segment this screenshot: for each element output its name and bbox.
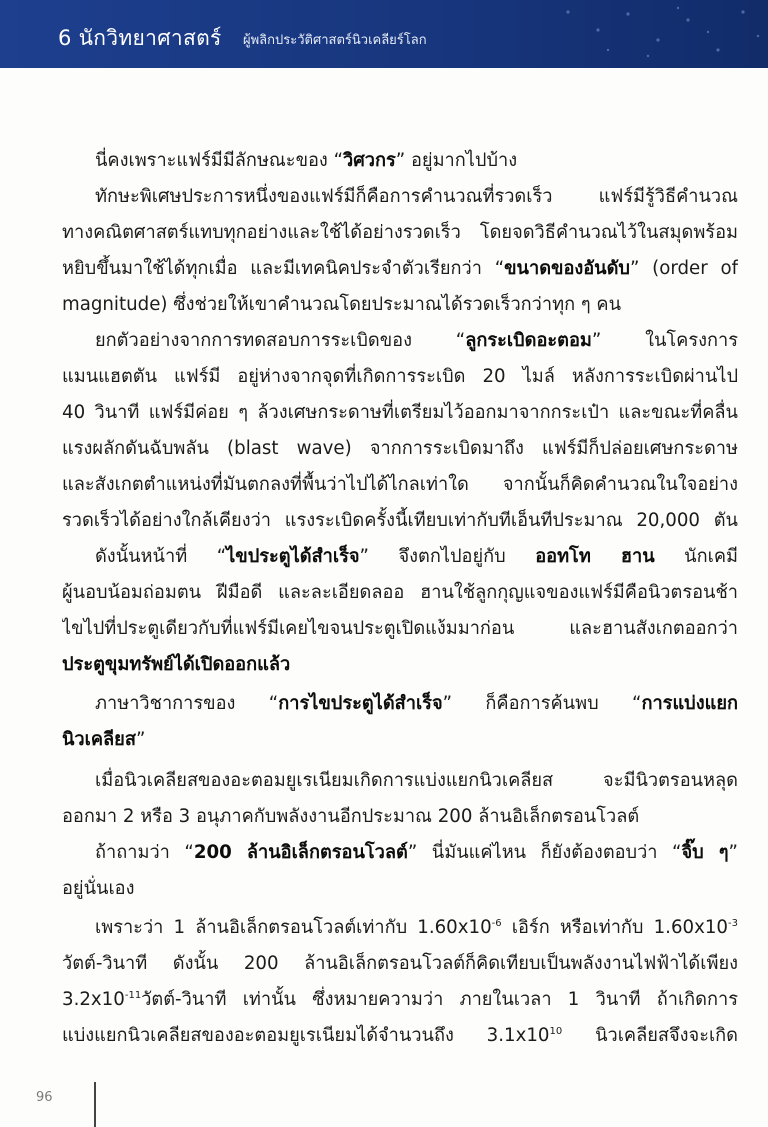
text-line: ทางคณิตศาสตร์แทบทุกอย่างและใช้ได้อย่างรวดเร็ว โดยจดวิธีคำนวณไว้ในสมุดพร้อม xyxy=(62,222,738,243)
text-line: นี่คงเพราะแฟร์มีมีลักษณะของ “วิศวกร” อยู่มากไปบ้าง xyxy=(95,150,518,171)
text-line: magnitude) ซึ่งช่วยให้เขาคำนวณโดยประมาณได้รวดเร็วกว่าทุก ๆ คน xyxy=(62,294,622,315)
text-line: และสังเกตตำแหน่งที่มันตกลงที่พื้นว่าไปได้ไกลเท่าใด จากนั้นก็คิดคำนวณในใจอย่าง xyxy=(62,474,738,495)
text-line: ภาษาวิชาการของ “การไขประตูได้สำเร็จ” ก็คือการค้นพบ “การแบ่งแยก xyxy=(95,693,738,714)
text-line: ออกมา 2 หรือ 3 อนุภาคกับพลังงานอีกประมาณ 200 ล้านอิเล็กตรอนโวลต์ xyxy=(62,806,640,827)
text-line: แรงผลักดันฉับพลัน (blast wave) จากการระเบิดมาถึง แฟร์มีก็ปล่อยเศษกระดาษ xyxy=(62,438,738,459)
text-line: ทักษะพิเศษประการหนึ่งของแฟร์มีก็คือการคำนวณที่รวดเร็ว แฟร์มีรู้วิธีคำนวณ xyxy=(95,186,738,207)
text-line: ดังนั้นหน้าที่ “ไขประตูได้สำเร็จ” จึงตกไปอยู่กับ ออทโท ฮาน นักเคมี xyxy=(95,546,738,567)
dot-pattern-decoration xyxy=(508,0,768,68)
text-line: 40 วินาที แฟร์มีค่อย ๆ ล้วงเศษกระดาษที่เตรียมไว้ออกมาจากกระเป๋า และขณะที่คลื่น xyxy=(62,402,738,423)
chapter-header-bar xyxy=(0,0,768,68)
text-line: ผู้นอบน้อมถ่อมตน ฝีมือดี และละเอียดลออ ฮานใช้ลูกกุญแจของแฟร์มีคือนิวตรอนช้า xyxy=(62,582,738,603)
page-number-divider xyxy=(94,1082,96,1127)
text-line: รวดเร็วได้อย่างใกล้เคียงว่า แรงระเบิดครั้งนี้เทียบเท่ากับทีเอ็นทีประมาณ 20,000 ตัน xyxy=(62,510,738,531)
chapter-title: 6 นักวิทยาศาสตร์ xyxy=(58,26,222,50)
text-line: อยู่นั่นเอง xyxy=(62,878,135,899)
text-line: ถ้าถามว่า “200 ล้านอิเล็กตรอนโวลต์” นี่มันแค่ไหน ก็ยังต้องตอบว่า “จิ๊บ ๆ” xyxy=(95,842,738,863)
text-line: วัตต์-วินาที ดังนั้น 200 ล้านอิเล็กตรอนโวลต์ก็คิดเทียบเป็นพลังงานไฟฟ้าได้เพียง xyxy=(62,953,738,974)
page-number: 96 xyxy=(36,1090,53,1105)
text-line: นิวเคลียส” xyxy=(62,729,146,750)
text-line: เพราะว่า 1 ล้านอิเล็กตรอนโวลต์เท่ากับ $1.60x10^{-6}$ เอิร์ก หรือเท่ากับ $1.60x10^{-3}$ xyxy=(95,917,738,938)
chapter-subtitle: ผู้พลิกประวัติศาสตร์นิวเคลียร์โลก xyxy=(243,33,427,48)
text-line: ประตูขุมทรัพย์ได้เปิดออกแล้ว xyxy=(62,654,291,675)
text-line: ไขไปที่ประตูเดียวกับที่แฟร์มีเคยไขจนประตูเปิดแง้มมาก่อน และฮานสังเกตออกว่า xyxy=(62,618,738,639)
text-line: แมนแฮตตัน แฟร์มี อยู่ห่างจากจุดที่เกิดการระเบิด 20 ไมล์ หลังการระเบิดผ่านไป xyxy=(62,366,738,387)
text-line: แบ่งแยกนิวเคลียสของอะตอมยูเรเนียมได้จำนวนถึง $3.1x10^{10}$ นิวเคลียสจึงจะเกิด xyxy=(62,1025,738,1046)
text-line: หยิบขึ้นมาใช้ได้ทุกเมื่อ และมีเทคนิคประจำตัวเรียกว่า “ขนาดของอันดับ” (order of xyxy=(62,258,738,279)
text-line: $3.2x10^{-11}$วัตต์-วินาที เท่านั้น ซึ่งหมายความว่า ภายในเวลา 1 วินาที ถ้าเกิดการ xyxy=(62,989,738,1010)
text-line: ยกตัวอย่างจากการทดสอบการระเบิดของ “ลูกระเบิดอะตอม” ในโครงการ xyxy=(95,330,738,351)
text-line: เมื่อนิวเคลียสของอะตอมยูเรเนียมเกิดการแบ่งแยกนิวเคลียส จะมีนิวตรอนหลุด xyxy=(95,770,738,791)
